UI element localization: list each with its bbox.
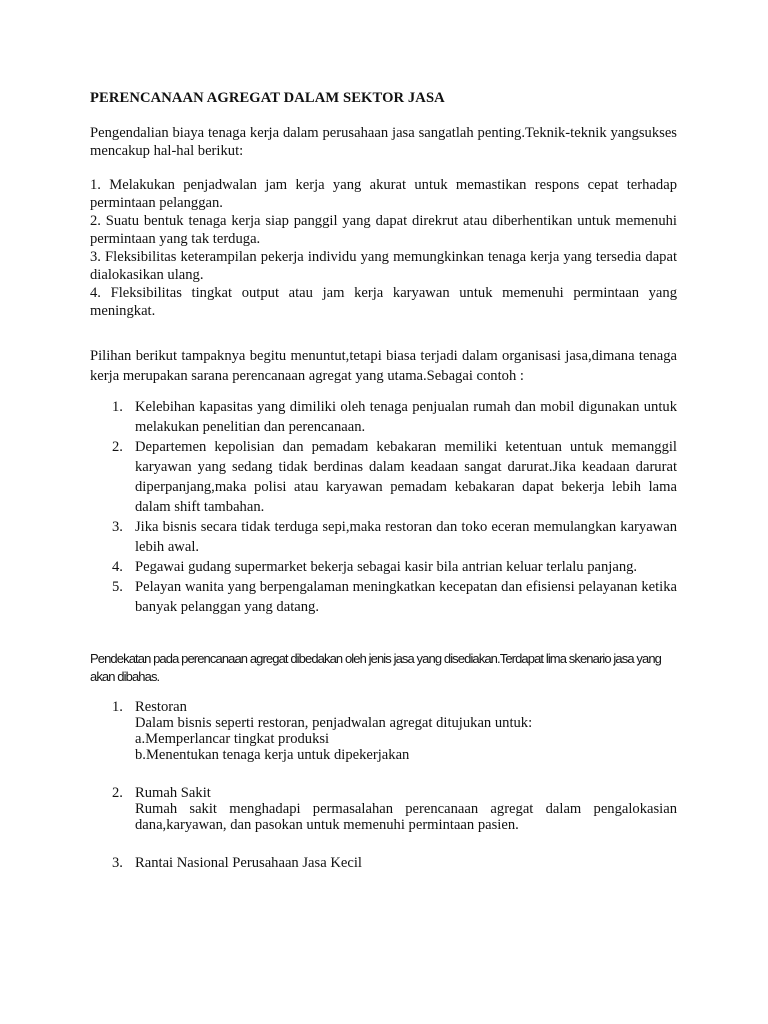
scenario-name: Restoran (135, 699, 187, 715)
document-title: PERENCANAAN AGREGAT DALAM SEKTOR JASA (90, 90, 445, 106)
list-item (90, 437, 677, 517)
list-number: 4. (112, 559, 123, 575)
scenario-name: Rantai Nasional Perusahaan Jasa Kecil (135, 855, 362, 871)
approach-paragraph: Pendekatan pada perencanaan agregat dibedakan oleh jenis jasa yang disediakan.Terdapat lima skenario jasa yang akan dibahas. (90, 651, 661, 684)
list-item-text: Kelebihan kapasitas yang dimiliki oleh tenaga penjualan rumah dan mobil digunakan untuk melakukan penelitian dan perencanaan. (135, 399, 677, 435)
options-paragraph: Pilihan berikut tampaknya begitu menuntut,tetapi biasa terjadi dalam organisasi jasa,dimana tenaga kerja merupakan sarana perencanaan agregat yang utama.Sebagai contoh : (90, 348, 677, 384)
list-item (90, 577, 677, 617)
scenario-line: a.Memperlancar tingkat produksi (135, 731, 330, 747)
scenario-item (90, 785, 677, 833)
list-item (90, 397, 677, 437)
scenarios-list (90, 699, 677, 871)
scenario-line: b.Menentukan tenaga kerja untuk dipekerjakan (135, 747, 410, 763)
list-item-text: Departemen kepolisian dan pemadam kebakaran memiliki ketentuan untuk memanggil karyawan yang sedang tidak berdinas dalam keadaan sangat darurat.Jika keadaan darurat diperpanjang,maka polisi atau karyawan pemadam kebakaran dapat bekerja lebih lama dalam shift tambahan. (135, 439, 677, 515)
list-number: 3. (112, 519, 123, 535)
scenario-name: Rumah Sakit (135, 785, 211, 801)
scenario-line: Dalam bisnis seperti restoran, penjadwalan agregat ditujukan untuk: (135, 715, 533, 731)
list-item-text: Jika bisnis secara tidak terduga sepi,maka restoran dan toko eceran memulangkan karyawan lebih awal. (135, 519, 677, 555)
technique-item: 2. Suatu bentuk tenaga kerja siap panggil yang dapat direkrut atau diberhentikan untuk memenuhi permintaan yang tak terduga. (90, 213, 677, 247)
examples-list (90, 397, 677, 617)
scenario-item (90, 855, 677, 871)
technique-item: 1. Melakukan penjadwalan jam kerja yang akurat untuk memastikan respons cepat terhadap permintaan pelanggan. (90, 177, 677, 211)
list-item (90, 557, 677, 577)
list-number: 2. (112, 785, 123, 801)
scenario-line: Rumah sakit menghadapi permasalahan perencanaan agregat dalam pengalokasian dana,karyawan, dan pasokan untuk memenuhi permintaan pasien. (135, 801, 677, 833)
list-item-text: Pelayan wanita yang berpengalaman meningkatkan kecepatan dan efisiensi pelayanan ketika banyak pelanggan yang datang. (135, 579, 677, 615)
list-number: 2. (112, 439, 123, 455)
list-number: 1. (112, 399, 123, 415)
scenario-item (90, 699, 677, 763)
technique-item: 4. Fleksibilitas tingkat output atau jam kerja karyawan untuk memenuhi permintaan yang meningkat. (90, 285, 677, 319)
list-number: 3. (112, 855, 123, 871)
list-number: 5. (112, 579, 123, 595)
list-number: 1. (112, 699, 123, 715)
techniques-list (90, 176, 677, 320)
technique-item: 3. Fleksibilitas keterampilan pekerja individu yang memungkinkan tenaga kerja yang tersedia dapat dialokasikan ulang. (90, 249, 677, 283)
list-item (90, 517, 677, 557)
list-item-text: Pegawai gudang supermarket bekerja sebagai kasir bila antrian keluar terlalu panjang. (135, 559, 638, 575)
intro-paragraph: Pengendalian biaya tenaga kerja dalam perusahaan jasa sangatlah penting.Teknik-teknik yangsukses mencakup hal-hal berikut: (90, 125, 677, 159)
